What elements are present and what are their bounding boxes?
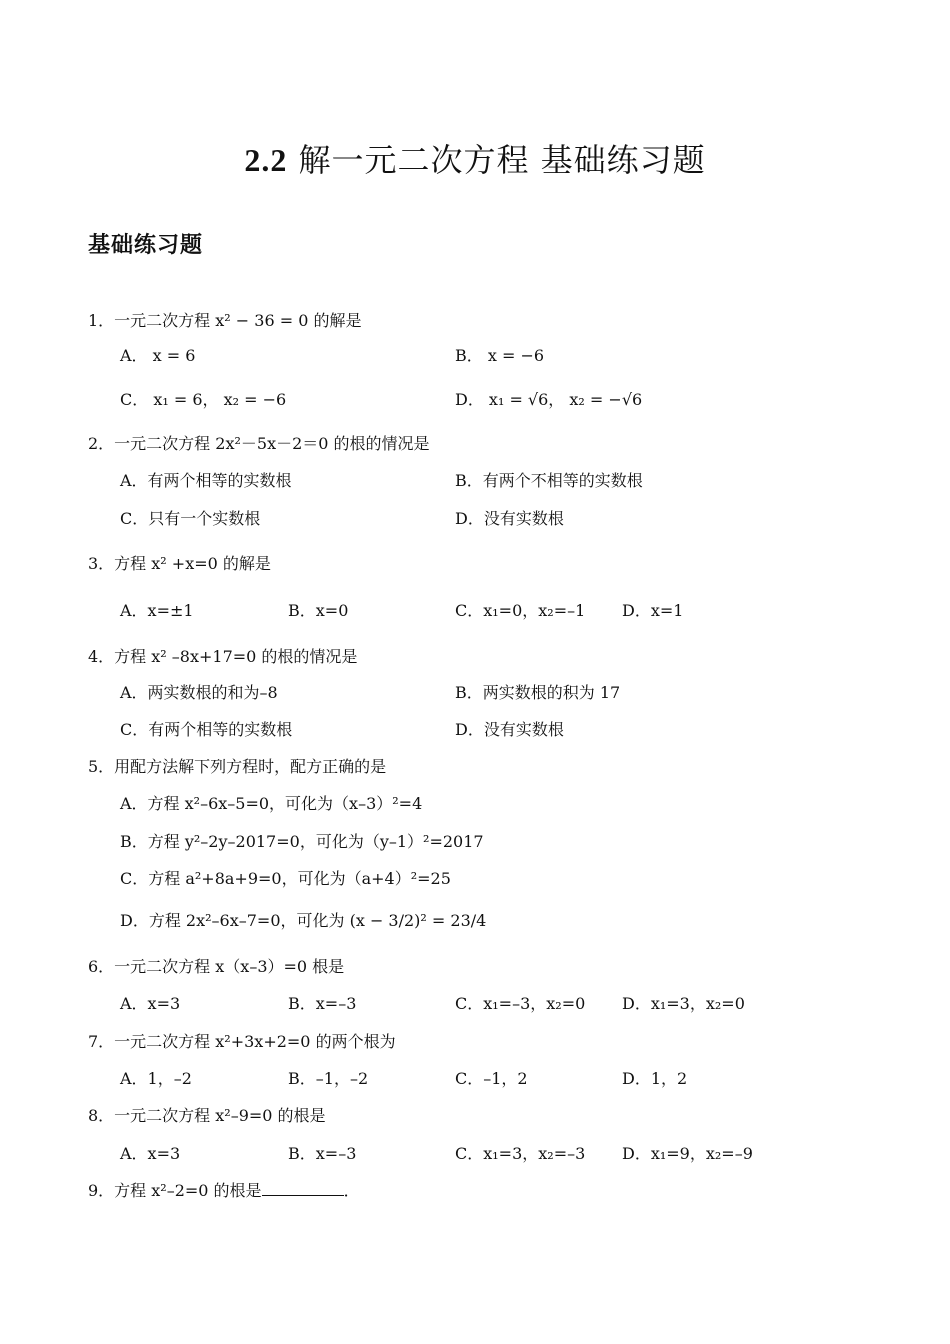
question-2-option-c: C．只有一个实数根 xyxy=(120,509,261,528)
question-3-option-b: B．x=0 xyxy=(288,601,349,620)
question-8-option-c: C．x₁=3，x₂=–3 xyxy=(455,1144,586,1163)
question-4-option-a: A．两实数根的和为–8 xyxy=(120,683,278,702)
question-2-option-d: D．没有实数根 xyxy=(455,509,564,528)
question-5-option-b: B．方程 y²–2y–2017=0，可化为（y–1）²=2017 xyxy=(120,832,484,851)
question-4-option-d: D．没有实数根 xyxy=(455,720,564,739)
page-title: 2.2 解一元二次方程 基础练习题 xyxy=(244,141,706,179)
question-1-option-b: B． x = −6 xyxy=(455,346,545,365)
question-5-stem: 5．用配方法解下列方程时，配方正确的是 xyxy=(88,757,387,776)
question-3-stem: 3．方程 x² +x=0 的解是 xyxy=(88,554,271,573)
question-6-option-a: A．x=3 xyxy=(120,994,181,1013)
question-7-option-a: A．1，–2 xyxy=(120,1069,192,1088)
question-1-option-d: D． x₁ = √6， x₂ = −√6 xyxy=(455,390,643,409)
question-5-option-d: D．方程 2x²–6x–7=0，可化为 (x − 3/2)² = 23/4 xyxy=(120,911,487,930)
answer-blank[interactable] xyxy=(262,1181,344,1196)
question-9-stem: 9．方程 x²–2=0 的根是 ． xyxy=(88,1181,360,1200)
question-2-stem: 2．一元二次方程 2x²－5x－2＝0 的根的情况是 xyxy=(88,434,430,453)
question-8-stem: 8．一元二次方程 x²–9=0 的根是 xyxy=(88,1106,326,1125)
question-1-option-a: A． x = 6 xyxy=(120,346,196,365)
section-heading: 基础练习题 xyxy=(88,233,204,258)
question-1-option-c: C． x₁ = 6， x₂ = −6 xyxy=(120,390,287,409)
question-6-option-b: B．x=–3 xyxy=(288,994,357,1013)
question-7-option-b: B．–1，–2 xyxy=(288,1069,369,1088)
question-4-option-c: C．有两个相等的实数根 xyxy=(120,720,293,739)
question-7-option-d: D．1，2 xyxy=(622,1069,688,1088)
question-8-option-a: A．x=3 xyxy=(120,1144,181,1163)
question-7-stem: 7．一元二次方程 x²+3x+2=0 的两个根为 xyxy=(88,1032,396,1051)
question-1-stem: 1．一元二次方程 x² − 36 = 0 的解是 xyxy=(88,311,362,330)
question-3-option-a: A．x=±1 xyxy=(120,601,194,620)
question-8-option-b: B．x=–3 xyxy=(288,1144,357,1163)
question-5-option-c: C．方程 a²+8a+9=0，可化为（a+4）²=25 xyxy=(120,869,451,888)
question-2-option-b: B．有两个不相等的实数根 xyxy=(455,471,643,490)
question-3-option-d: D．x=1 xyxy=(622,601,684,620)
question-6-stem: 6．一元二次方程 x（x–3）=0 根是 xyxy=(88,957,345,976)
question-8-option-d: D．x₁=9，x₂=–9 xyxy=(622,1144,753,1163)
question-3-option-c: C．x₁=0，x₂=–1 xyxy=(455,601,586,620)
question-7-option-c: C．–1，2 xyxy=(455,1069,528,1088)
question-4-option-b: B．两实数根的积为 17 xyxy=(455,683,621,702)
question-5-option-a: A．方程 x²–6x–5=0，可化为（x–3）²=4 xyxy=(120,794,423,813)
question-6-option-d: D．x₁=3，x₂=0 xyxy=(622,994,745,1013)
question-6-option-c: C．x₁=–3，x₂=0 xyxy=(455,994,586,1013)
question-2-option-a: A．有两个相等的实数根 xyxy=(120,471,292,490)
question-4-stem: 4．方程 x² –8x+17=0 的根的情况是 xyxy=(88,647,358,666)
